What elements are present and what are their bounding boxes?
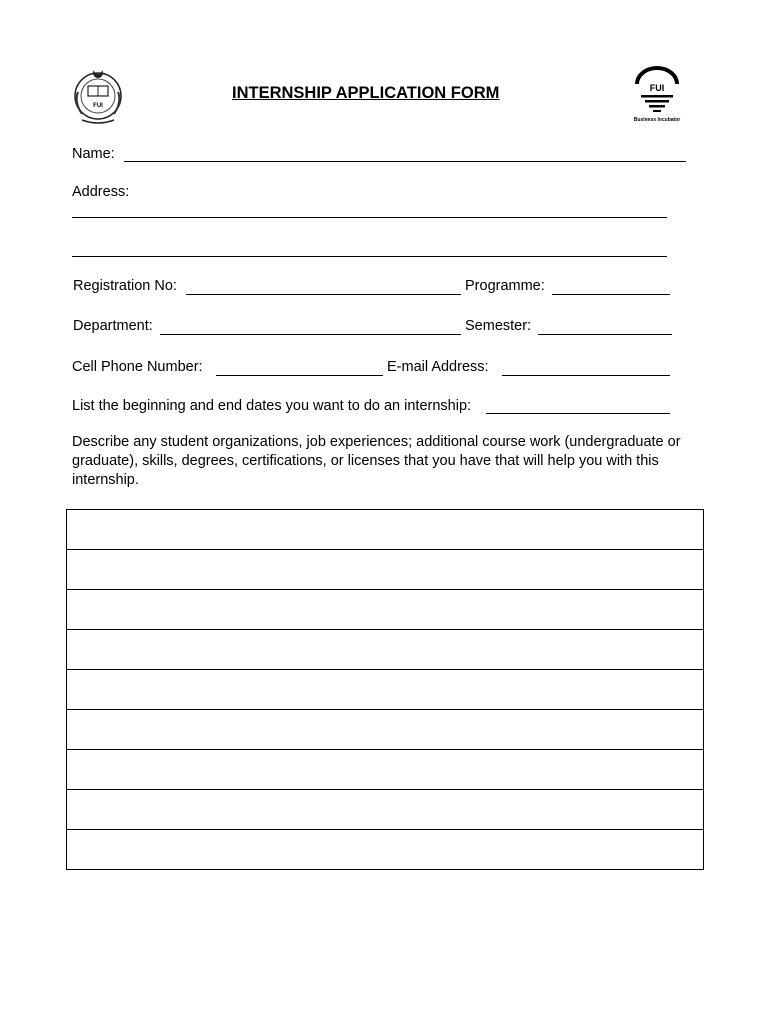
table-cell[interactable] bbox=[67, 830, 704, 870]
table-row bbox=[67, 630, 704, 670]
internship-dates-field[interactable] bbox=[486, 413, 670, 414]
table-cell[interactable] bbox=[67, 510, 704, 550]
address-field-line-1[interactable] bbox=[72, 217, 667, 218]
description-instructions: Describe any student organizations, job experiences; additional course work (undergraduate or graduate), skills, degrees, certifications, or licenses that you have that will help you with this internship. bbox=[72, 434, 681, 488]
table-row bbox=[67, 550, 704, 590]
incubator-logo-text: FUI bbox=[649, 83, 665, 93]
table-row bbox=[67, 590, 704, 630]
table-row bbox=[67, 790, 704, 830]
cell-phone-label: Cell Phone Number: bbox=[72, 359, 203, 375]
table-cell[interactable] bbox=[67, 550, 704, 590]
business-incubator-logo bbox=[632, 64, 682, 126]
table-row bbox=[67, 670, 704, 710]
table-cell[interactable] bbox=[67, 790, 704, 830]
registration-field[interactable] bbox=[186, 294, 461, 295]
university-seal-logo bbox=[70, 62, 126, 126]
email-field[interactable] bbox=[502, 375, 670, 376]
address-field-line-2[interactable] bbox=[72, 256, 667, 257]
table-row bbox=[67, 750, 704, 790]
email-label: E-mail Address: bbox=[387, 359, 489, 375]
registration-label: Registration No: bbox=[73, 278, 177, 294]
department-field[interactable] bbox=[160, 334, 461, 335]
department-label: Department: bbox=[73, 318, 153, 334]
form-title: INTERNSHIP APPLICATION FORM bbox=[232, 84, 500, 102]
programme-label: Programme: bbox=[465, 278, 545, 294]
response-table bbox=[66, 509, 704, 870]
programme-field[interactable] bbox=[552, 294, 670, 295]
table-cell[interactable] bbox=[67, 630, 704, 670]
address-label: Address: bbox=[72, 184, 130, 200]
table-cell[interactable] bbox=[67, 670, 704, 710]
name-label: Name: bbox=[72, 146, 115, 162]
table-cell[interactable] bbox=[67, 590, 704, 630]
semester-field[interactable] bbox=[538, 334, 672, 335]
table-cell[interactable] bbox=[67, 750, 704, 790]
table-row bbox=[67, 830, 704, 870]
name-field[interactable] bbox=[124, 161, 686, 162]
table-row bbox=[67, 510, 704, 550]
semester-label: Semester: bbox=[465, 318, 532, 334]
cell-phone-field[interactable] bbox=[216, 375, 383, 376]
seal-text: FUI bbox=[93, 103, 103, 109]
internship-dates-label: List the beginning and end dates you want to do an internship: bbox=[72, 398, 472, 414]
table-row bbox=[67, 710, 704, 750]
table-cell[interactable] bbox=[67, 710, 704, 750]
incubator-tagline: Business Incubator bbox=[633, 117, 681, 123]
